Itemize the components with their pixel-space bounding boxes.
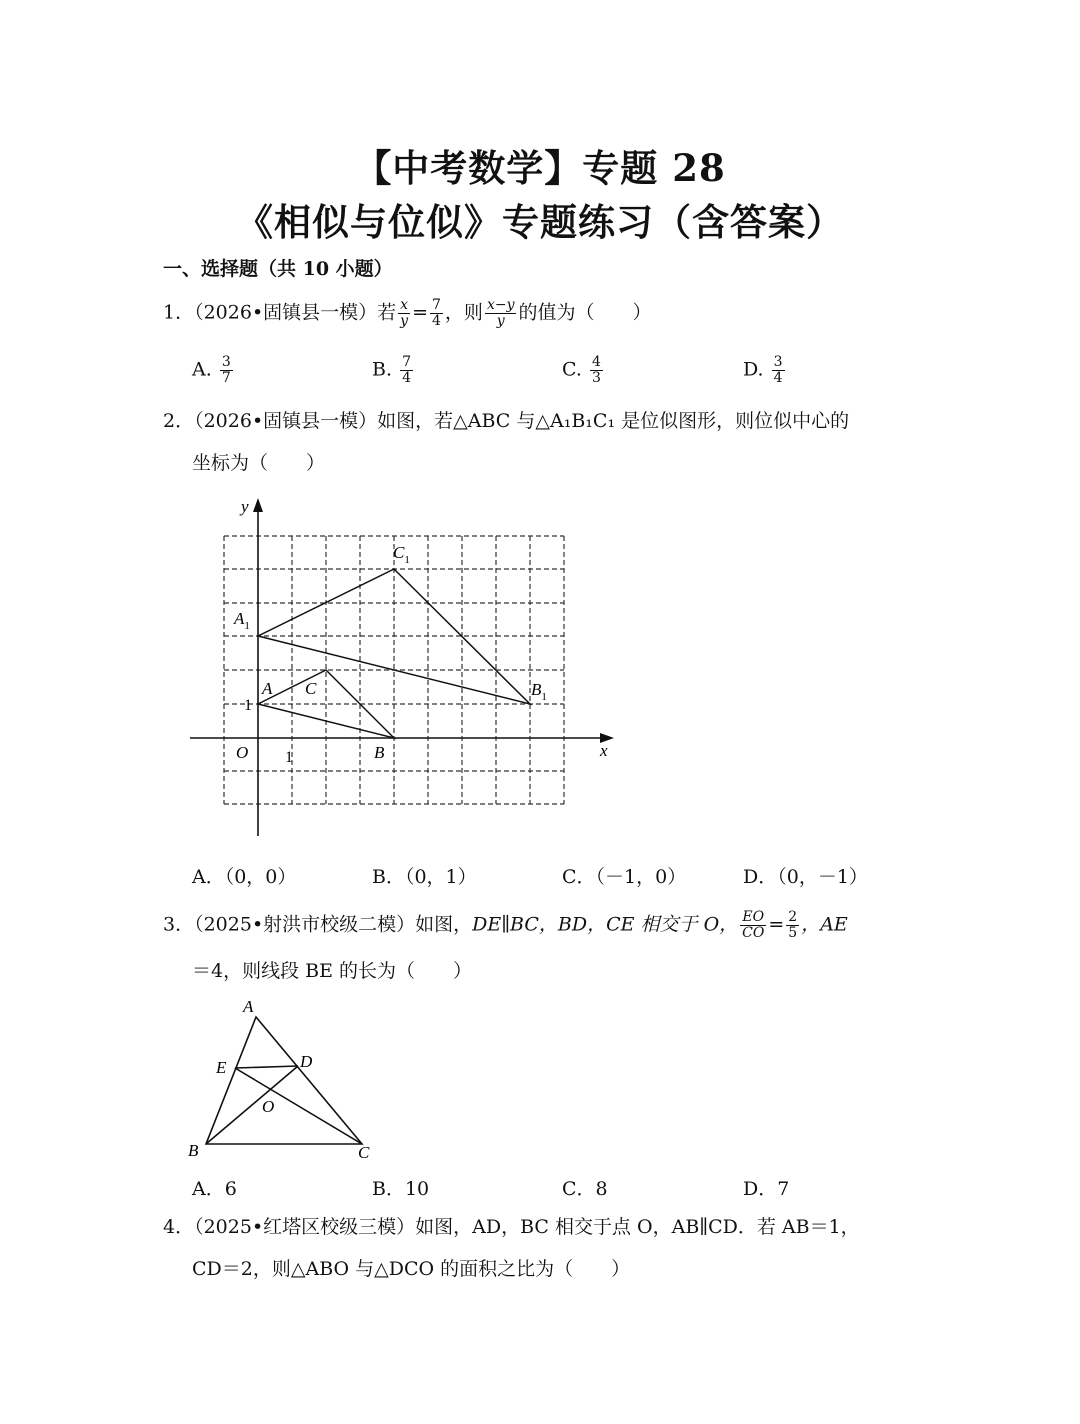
q3-triangle-figure xyxy=(180,995,380,1165)
segment-ce xyxy=(235,1068,362,1144)
q1-option-c: C. $\frac{4}{3}$ xyxy=(562,354,601,386)
point-o-label: O xyxy=(262,1097,275,1116)
point-a-label: A xyxy=(243,997,254,1016)
q3-fraction-eo-co: $\frac{EO}{CO}$ xyxy=(742,909,765,941)
point-e-label: E xyxy=(216,1058,227,1077)
q1-mid: ，则 xyxy=(444,301,483,324)
q1-fraction-7-4: $\frac{7}{4}$ xyxy=(432,297,441,329)
y-axis-arrow-icon xyxy=(253,498,263,512)
q1-option-d: D. $\frac{3}{4}$ xyxy=(743,354,783,386)
q1-fraction-target: $\frac{x-y}{y}$ xyxy=(486,297,515,329)
q1-suffix: 的值为（ ） xyxy=(518,301,652,324)
q3-prefix: 3．（2025•射洪市校级二模）如图， xyxy=(163,913,473,936)
point-b-label: B xyxy=(374,743,385,762)
question-4-line-1: 4．（2025•红塔区校级三模）如图，AD，BC 相交于点 O，AB∥CD．若 AB＝1， xyxy=(163,1216,860,1238)
question-4-line-2: CD＝2，则△ABO 与△DCO 的面积之比为（ ） xyxy=(192,1258,631,1280)
y-unit-label: 1 xyxy=(244,697,252,714)
title-line-1: 【中考数学】专题 28 xyxy=(354,146,726,190)
q3-option-d: D．7 xyxy=(743,1178,790,1200)
q1-option-b: B. $\frac{7}{4}$ xyxy=(372,354,411,386)
q1-option-a: A. $\frac{3}{7}$ xyxy=(192,354,231,386)
section-heading: 一、选择题（共 10 小题） xyxy=(163,258,393,280)
q3-option-a: A．6 xyxy=(192,1178,237,1200)
title-line-2: 《相似与位似》专题练习（含答案） xyxy=(236,200,844,244)
q3-equals: = xyxy=(768,913,785,936)
q3-tail: ，AE xyxy=(801,913,848,936)
point-c-label: C xyxy=(358,1143,370,1162)
question-3-line-1 xyxy=(163,910,848,941)
q1-fraction-x-over-y: $\frac{x}{y}$ xyxy=(400,297,409,329)
q2-option-d: D．（0，－1） xyxy=(743,866,868,888)
question-2-line-1: 2．（2026•固镇县一模）如图，若△ABC 与△A₁B₁C₁ 是位似图形，则位似中心的 xyxy=(163,410,850,432)
x-axis-label: x xyxy=(600,741,608,760)
q2-option-b: B．（0，1） xyxy=(372,866,477,888)
point-c-label: C xyxy=(305,679,317,698)
point-a-label: A xyxy=(262,679,273,698)
point-d-label: D xyxy=(300,1052,313,1071)
q1-equals: = xyxy=(412,301,428,324)
origin-label: O xyxy=(236,743,249,762)
q1-prefix: 1．（2026•固镇县一模）若 xyxy=(163,301,397,324)
q2-option-a: A．（0，0） xyxy=(192,866,297,888)
q2-coordinate-figure xyxy=(180,490,620,840)
q3-option-b: B．10 xyxy=(372,1178,430,1200)
point-b-label: B xyxy=(188,1141,199,1160)
x-unit-label: 1 xyxy=(285,749,293,766)
question-3-line-2: ＝4，则线段 BE 的长为（ ） xyxy=(192,960,473,982)
q3-fraction-2-5: $\frac{2}{5}$ xyxy=(788,909,798,941)
question-2-line-2: 坐标为（ ） xyxy=(192,452,326,474)
segment-de xyxy=(235,1066,298,1068)
q3-option-c: C．8 xyxy=(562,1178,608,1200)
point-c1-label: $C_1$ xyxy=(393,543,410,566)
question-1 xyxy=(163,298,652,329)
point-a1-label: $A_1$ xyxy=(234,609,250,632)
q3-condition: DE∥BC，BD，CE 相交于 O， xyxy=(472,913,739,936)
point-b1-label: $B_1$ xyxy=(531,680,547,703)
q2-option-c: C．（－1，0） xyxy=(562,866,687,888)
y-axis-label: y xyxy=(241,497,249,516)
